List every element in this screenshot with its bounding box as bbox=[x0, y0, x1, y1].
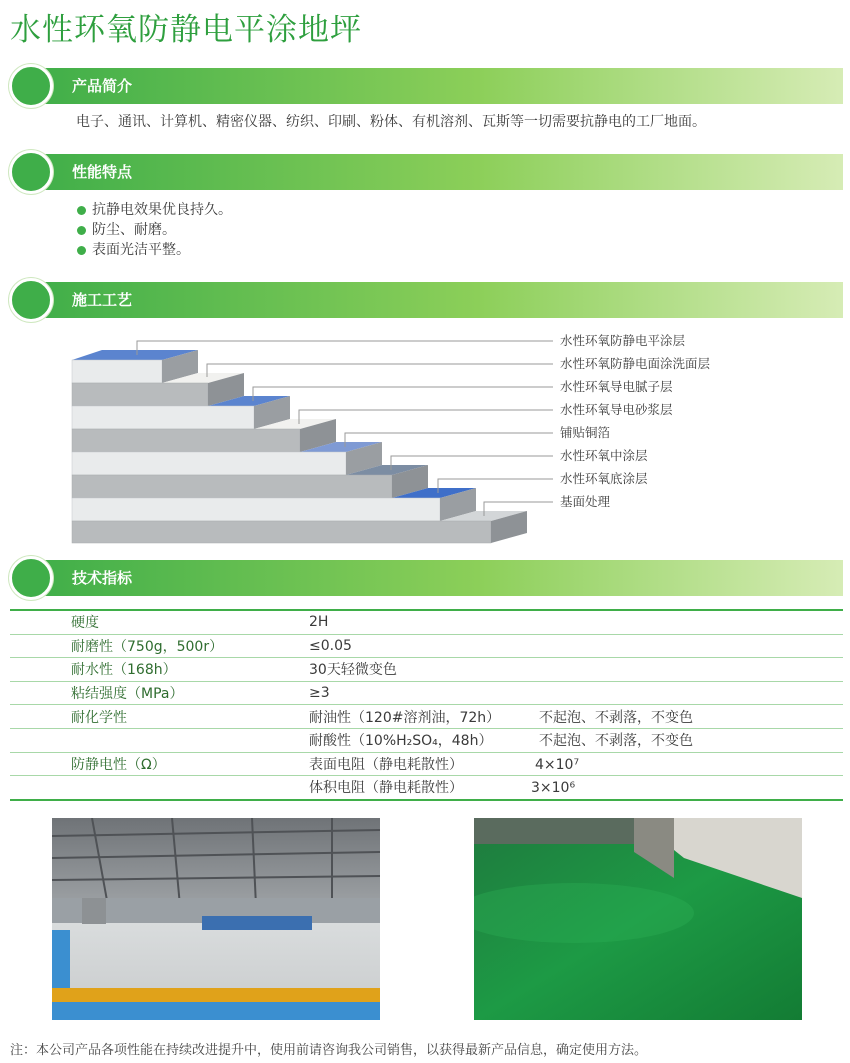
table-row bbox=[10, 752, 843, 776]
spec-value bbox=[309, 728, 843, 752]
spec-value bbox=[309, 705, 843, 729]
table-row bbox=[10, 728, 843, 752]
layer-stack-diagram bbox=[0, 330, 850, 548]
layer-label: 水性环氧导电砂浆层 bbox=[560, 402, 673, 417]
step-face bbox=[72, 498, 440, 521]
spec-result-text: 不起泡、不剥落，不变色 bbox=[539, 733, 693, 750]
spec-value-text: 体积电阻（静电耗散性） bbox=[309, 780, 463, 797]
layer-label: 水性环氧防静电平涂层 bbox=[560, 333, 686, 348]
spec-table bbox=[10, 609, 843, 801]
table-row bbox=[10, 705, 843, 729]
spec-key: 耐磨性（750g，500r） bbox=[10, 634, 309, 658]
step-1 bbox=[72, 350, 198, 383]
spec-key: 耐化学性 bbox=[10, 705, 309, 729]
section-header-intro bbox=[9, 64, 843, 108]
step-face bbox=[72, 475, 392, 498]
bullet-icon bbox=[77, 206, 86, 215]
step-face bbox=[72, 383, 208, 406]
step-face bbox=[72, 429, 300, 452]
section-bar bbox=[31, 282, 843, 318]
section-title: 技术指标 bbox=[72, 569, 133, 587]
spec-value-text: 耐酸性（10%H₂SO₄，48h） bbox=[309, 733, 493, 750]
feature-text: 表面光洁平整。 bbox=[92, 242, 190, 258]
green-floor-photo bbox=[474, 818, 802, 1020]
section-circle-icon bbox=[9, 150, 53, 194]
feature-item bbox=[77, 200, 232, 220]
table-row bbox=[10, 681, 843, 705]
spec-value bbox=[309, 681, 843, 705]
green-floor-image bbox=[474, 818, 802, 1020]
spec-value bbox=[309, 610, 843, 634]
feature-item bbox=[77, 240, 232, 260]
leader-line bbox=[137, 341, 553, 355]
spec-value bbox=[309, 658, 843, 682]
layer-label: 水性环氧导电腻子层 bbox=[560, 379, 673, 394]
section-title: 产品简介 bbox=[72, 77, 133, 95]
intro-text: 电子、通讯、计算机、精密仪器、纺织、印刷、粉体、有机溶剂、瓦斯等一切需要抗静电的工厂地面。 bbox=[76, 114, 706, 130]
table-row bbox=[10, 634, 843, 658]
spec-key: 耐水性（168h） bbox=[10, 658, 309, 682]
spec-value-text: ≥3 bbox=[309, 685, 330, 702]
table-row bbox=[10, 658, 843, 682]
table-row bbox=[10, 776, 843, 800]
spec-value-text: 30天轻微变色 bbox=[309, 662, 397, 679]
spec-key: 硬度 bbox=[10, 610, 309, 634]
bullet-icon bbox=[77, 246, 86, 255]
spec-key bbox=[10, 728, 309, 752]
section-bar bbox=[31, 154, 843, 190]
section-title: 施工工艺 bbox=[72, 291, 133, 309]
spec-result-text: 4×10⁷ bbox=[535, 756, 580, 773]
spec-value bbox=[309, 634, 843, 658]
section-bar bbox=[31, 68, 843, 104]
layer-label: 铺贴铜箔 bbox=[560, 425, 611, 440]
table-row bbox=[10, 610, 843, 634]
section-header-process bbox=[9, 278, 843, 322]
leader-line bbox=[299, 410, 553, 424]
spec-value-text: 耐油性（120#溶剂油，72h） bbox=[309, 709, 501, 726]
layer-label: 水性环氧中涂层 bbox=[560, 448, 648, 463]
layer-label: 基面处理 bbox=[560, 494, 611, 509]
section-circle-icon bbox=[9, 556, 53, 600]
leader-line bbox=[253, 387, 553, 401]
spec-result-text: 不起泡、不剥落，不变色 bbox=[539, 709, 693, 726]
spec-key: 防静电性（Ω） bbox=[10, 752, 309, 776]
section-header-features bbox=[9, 150, 843, 194]
spec-value bbox=[309, 776, 843, 800]
section-circle-icon bbox=[9, 278, 53, 322]
bullet-icon bbox=[77, 226, 86, 235]
spec-key bbox=[10, 776, 309, 800]
step-face bbox=[72, 521, 491, 543]
factory-floor-image bbox=[52, 818, 380, 1020]
section-circle-icon bbox=[9, 64, 53, 108]
section-title: 性能特点 bbox=[72, 163, 133, 181]
spec-key: 粘结强度（MPa） bbox=[10, 681, 309, 705]
feature-text: 抗静电效果优良持久。 bbox=[92, 202, 232, 218]
spec-result-text: 3×10⁶ bbox=[531, 780, 576, 797]
spec-value-text: ≤0.05 bbox=[309, 637, 352, 654]
feature-list bbox=[77, 200, 232, 260]
footnote: 注：本公司产品各项性能在持续改进提升中，使用前请咨询我公司销售，以获得最新产品信息，确定使用方法。 bbox=[10, 1043, 648, 1058]
step-face bbox=[72, 360, 162, 383]
step-face bbox=[72, 406, 254, 429]
spec-value-text: 表面电阻（静电耗散性） bbox=[309, 756, 463, 773]
section-header-specs bbox=[9, 556, 843, 600]
factory-floor-photo bbox=[52, 818, 380, 1020]
spec-value-text: 2H bbox=[309, 614, 329, 631]
step-face bbox=[72, 452, 346, 475]
feature-text: 防尘、耐磨。 bbox=[92, 222, 176, 238]
section-bar bbox=[31, 560, 843, 596]
leader-line bbox=[207, 364, 553, 377]
page-title: 水性环氧防静电平涂地坪 bbox=[10, 12, 362, 48]
feature-item bbox=[77, 220, 232, 240]
layer-label: 水性环氧防静电面涂洗面层 bbox=[560, 356, 711, 371]
layer-label: 水性环氧底涂层 bbox=[560, 471, 648, 486]
spec-value bbox=[309, 752, 843, 776]
